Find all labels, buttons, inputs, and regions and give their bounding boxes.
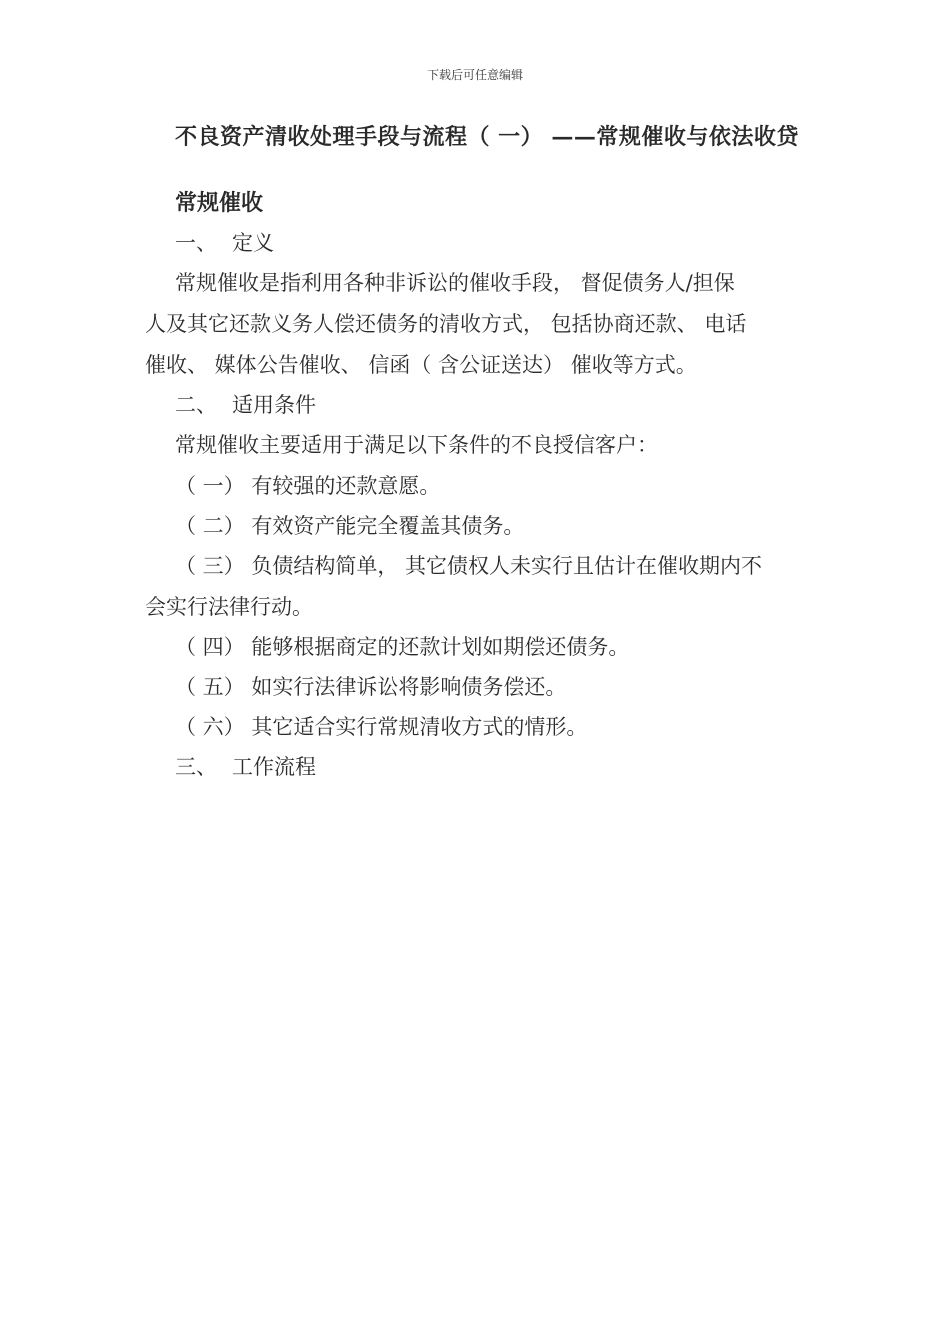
section-heading-definition bbox=[175, 228, 840, 258]
section-label: 工作流程 bbox=[232, 755, 316, 779]
condition-item: （ 三） 负债结构简单， 其它债权人未实行且估计在催收期内不 bbox=[175, 554, 763, 578]
section-number: 一、 bbox=[175, 231, 217, 255]
paragraph-line: 常规催收是指利用各种非诉讼的催收手段， 督促债务人/担保 bbox=[175, 271, 735, 295]
section-label: 定义 bbox=[232, 231, 274, 255]
condition-item: （ 二） 有效资产能完全覆盖其债务。 bbox=[175, 514, 525, 538]
section-number: 二、 bbox=[175, 393, 217, 417]
paragraph-line: 催收、 媒体公告催收、 信函（ 含公证送达） 催收等方式。 bbox=[145, 353, 697, 377]
condition-item: （ 五） 如实行法律诉讼将影响债务偿还。 bbox=[175, 675, 567, 699]
condition-item-continuation: 会实行法律行动。 bbox=[145, 595, 313, 619]
condition-item: （ 一） 有较强的还款意愿。 bbox=[175, 474, 441, 498]
condition-item: （ 六） 其它适合实行常规清收方式的情形。 bbox=[175, 715, 588, 739]
section-number: 三、 bbox=[175, 755, 217, 779]
document-title: 不良资产清收处理手段与流程（ 一） ——常规催收与依法收贷 bbox=[175, 124, 799, 150]
condition-item: （ 四） 能够根据商定的还款计划如期偿还债务。 bbox=[175, 635, 630, 659]
header-note: 下载后可任意编辑 bbox=[426, 68, 523, 82]
conditions-intro: 常规催收主要适用于满足以下条件的不良授信客户： bbox=[175, 433, 658, 457]
section-label: 适用条件 bbox=[232, 393, 316, 417]
paragraph-line: 人及其它还款义务人偿还债务的清收方式， 包括协商还款、 电话 bbox=[145, 312, 747, 336]
section-heading: 常规催收 bbox=[175, 190, 264, 216]
section-heading-workflow bbox=[175, 752, 840, 782]
section-heading-conditions bbox=[175, 390, 840, 420]
